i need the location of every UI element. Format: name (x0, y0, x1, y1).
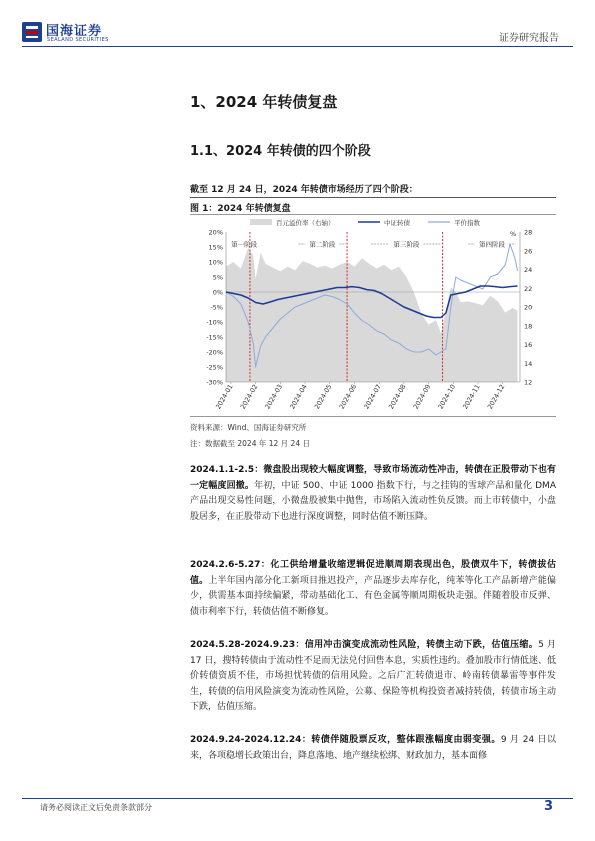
legend-label-cb: 中证转债 (384, 219, 410, 227)
logo-mark-icon (22, 22, 42, 42)
paragraph-phase-1 (190, 463, 556, 525)
x-tick-label: 2024-04 (288, 383, 309, 411)
y-left-tick-label: -5% (210, 303, 223, 312)
cb-review-chart (190, 215, 556, 415)
y-left-tick-label: 20% (208, 228, 223, 237)
subsection-heading: 1.1、2024 年转债的四个阶段 (190, 144, 371, 159)
figure-bottom-rule (190, 416, 556, 417)
x-tick-label: 2024-10 (436, 383, 458, 411)
y-left-tick-label: -30% (206, 378, 223, 387)
y-left-tick-label: -10% (206, 318, 223, 327)
paragraph-phase-4-bold: 2024.9.24-2024.12.24：转债伴随股票反攻，整体跟涨幅度由弱变强。 (190, 735, 501, 745)
x-tick-label: 2024-06 (337, 383, 359, 411)
phase-label: 第二阶段 (309, 240, 336, 249)
report-type-label: 证券研究报告 (499, 33, 559, 44)
legend-swatch-premium (250, 219, 272, 225)
footer-disclaimer: 请务必阅读正文后免责条款部分 (40, 803, 152, 812)
y-right-tick-label: 14 (524, 359, 533, 368)
chart-legend (250, 218, 481, 227)
section-heading: 1、2024 年转债复盘 (190, 93, 338, 111)
x-tick-label: 2024-02 (238, 383, 260, 411)
y-right-tick-label: 24 (524, 266, 533, 274)
y-left-tick-label: 5% (212, 273, 223, 282)
footer-divider (22, 798, 573, 799)
y-right-tick-label: 20 (524, 303, 533, 312)
x-tick-label: 2024-05 (312, 383, 334, 411)
paragraph-phase-3 (190, 638, 556, 716)
legend-label-premium: 百元溢价率（右轴） (276, 219, 335, 227)
paragraph-phase-2 (190, 558, 556, 620)
phase-label: 第三阶段 (393, 240, 420, 249)
y-left-tick-label: 15% (208, 243, 223, 252)
x-tick-label: 2024-12 (485, 383, 507, 411)
y-left-tick-label: -15% (206, 333, 223, 342)
figure-source: 资料来源：Wind、国海证券研究所 (190, 423, 307, 432)
premium-rate-area (226, 248, 518, 382)
phase-label: 第一阶段 (231, 240, 258, 249)
y-right-tick-label: 28 (524, 228, 533, 237)
y-right-tick-label: 12 (524, 378, 533, 387)
y-left-tick-label: -20% (206, 348, 223, 357)
legend-label-parity: 平价指数 (454, 219, 480, 227)
lead-sentence: 截至 12 月 24 日，2024 年转债市场经历了四个阶段： (190, 185, 418, 195)
paragraph-phase-1-text: 年初，中证 500、中证 1000 指数下行，与之挂钩的雪球产品和量化 DMA 产品出现交易性问题，小微盘股被集中抛售，市场陷入流动性负反馈。而上市转债中，小盘股居多，在正股带动下也进行深度调整，同时估值不断压降。 (190, 480, 556, 522)
paragraph-phase-1-bold: 2024.1.1-2.5：微盘股出现较大幅度调整，导致市场流动性冲击，转债在正股带动下也有一定幅度回撤。 (190, 465, 556, 491)
y-left-tick-label: 10% (208, 258, 223, 267)
x-tick-label: 2024-11 (461, 383, 482, 411)
x-tick-label: 2024-09 (411, 383, 433, 411)
y-left-tick-label: -25% (206, 363, 223, 372)
y-right-tick-label: 22 (524, 284, 533, 293)
x-tick-label: 2024-01 (214, 383, 235, 411)
y-right-tick-label: 16 (524, 341, 533, 349)
page-number: 3 (543, 799, 553, 814)
logo-text-cn: 国海证券 (46, 24, 103, 39)
x-tick-label: 2024-08 (387, 383, 408, 411)
paragraph-phase-4-text: 9 月 24 日以来，各项稳增长政策出台，降息落地、地产继续松绑、财政加力，基本面修 (190, 735, 556, 761)
y-right-tick-label: 26 (524, 247, 533, 256)
y-left-tick-label: 0% (212, 288, 223, 297)
y-right-tick-label: 18 (524, 322, 533, 331)
logo-text-en: SEALAND SECURITIES (47, 37, 109, 43)
paragraph-phase-2-text: 上半年国内部分化工新项目推迟投产，产品逐步去库存化，纯苯等化工产品新增产能偏少，供需基本面持续偏紧，带动基础化工、有色金属等顺周期板块走强。伴随着股市反弹、债市利率下行，转债估值不断修复。 (190, 575, 556, 617)
figure-title: 图 1：2024 年转债复盘 (190, 204, 291, 214)
figure-note: 注：数据截至 2024 年 12 月 24 日 (190, 439, 310, 448)
paragraph-phase-4 (190, 733, 556, 764)
x-tick-label: 2024-07 (362, 383, 383, 411)
company-logo (22, 20, 132, 46)
paragraph-phase-3-bold: 2024.5.28-2024.9.23：信用冲击演变成流动性风险，转债主动下跌，估值压缩。 (190, 640, 539, 650)
x-tick-label: 2024-03 (263, 383, 285, 411)
header-divider (22, 46, 573, 47)
paragraph-phase-2-bold: 2024.2.6-5.27：化工供给增量收缩逻辑促进顺周期表现出色，股债双牛下，转债拔估值。 (190, 560, 556, 586)
phase-label: 第四阶段 (478, 240, 505, 249)
y-right-unit-label: % (510, 230, 517, 238)
paragraph-phase-3-text: 5 月 17 日，搜特转债由于流动性不足而无法兑付回售本息，实质性违约。叠加股市行情低迷、低价转债资质不佳，市场担忧转债的信用风险。之后广汇转债退市、岭南转债暴雷等事件发生，转债的信用风险演变为流动性风险，公募、保险等机构投资者减持转债，转债市场主动下跌，估值压缩。 (190, 640, 556, 712)
figure-top-rule (190, 197, 556, 198)
